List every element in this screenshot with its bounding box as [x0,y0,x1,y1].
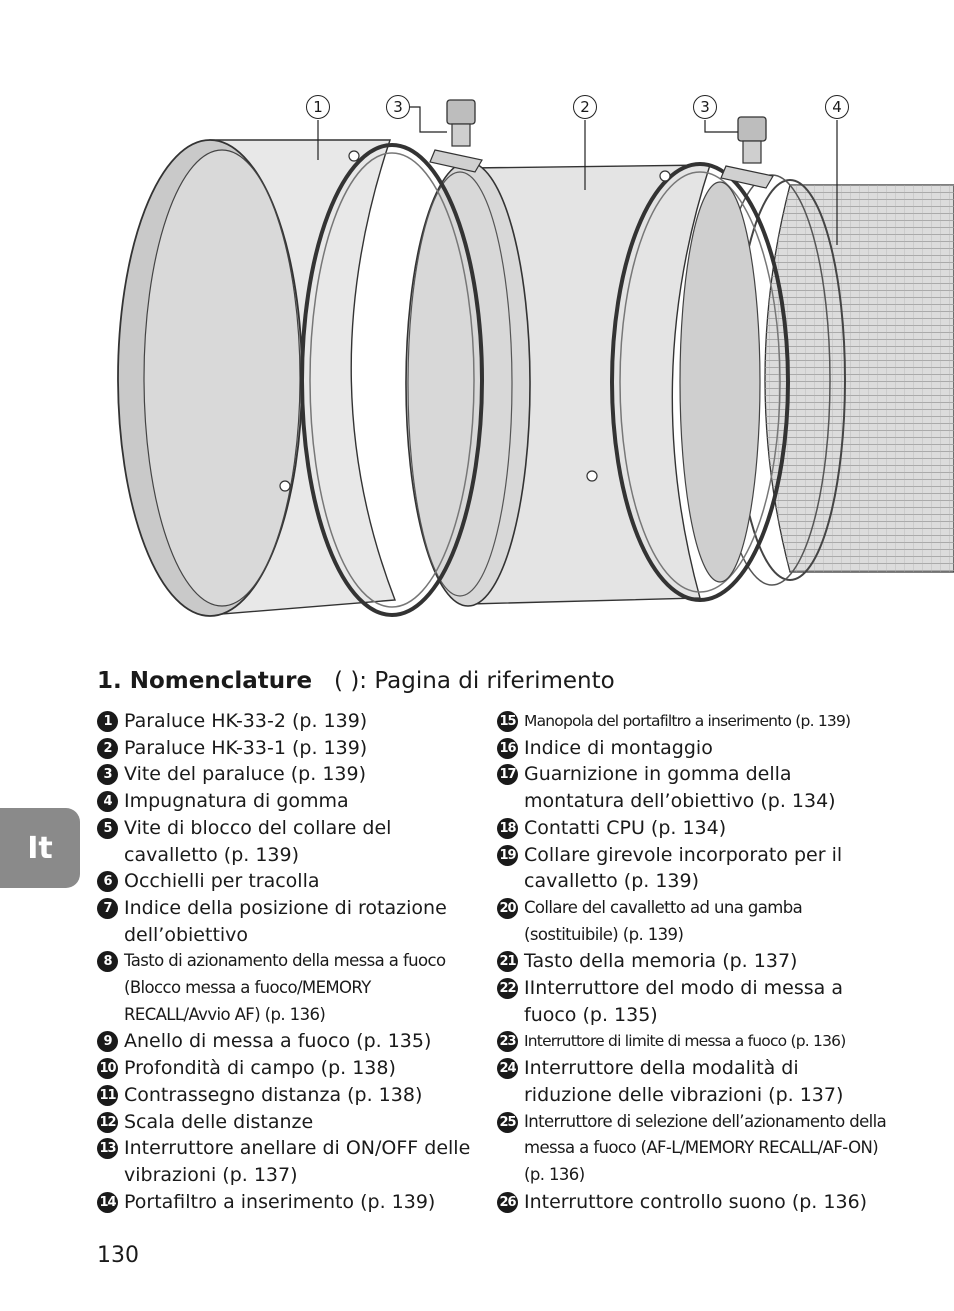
item-number-badge: 2 [97,738,118,759]
section-title [97,668,615,694]
item-number-badge: 8 [97,951,118,972]
item-text: Scala delle distanze [124,1110,314,1133]
item-number-badge: 10 [97,1058,118,1079]
list-item [497,708,887,735]
item-number-badge: 26 [497,1192,518,1213]
item-text: Interruttore controllo suono (p. 136) [524,1190,868,1213]
item-number-badge: 1 [97,711,118,732]
list-item [97,761,477,788]
item-number-badge: 7 [97,898,118,919]
list-item [497,815,887,842]
item-number-badge: 6 [97,871,118,892]
callout-1: 1 [306,95,330,119]
item-text: Anello di messa a fuoco (p. 135) [124,1030,432,1053]
item-number-badge: 22 [497,978,518,999]
list-item [497,842,887,895]
list-item [497,761,887,814]
list-item [97,1028,477,1055]
list-item [97,708,477,735]
item-text: Interruttore di limite di messa a fuoco (p. 136) [524,1032,846,1051]
list-item [97,735,477,762]
callout-3-front: 3 [386,95,410,119]
item-text: Contrassegno distanza (p. 138) [124,1083,423,1106]
item-text: Manopola del portafiltro a inserimento (p. 139) [524,712,851,730]
item-text: Tasto di azionamento della messa a fuoco (Blocco messa a fuoco/MEMORY RECALL/Avvio AF) (p. 136) [124,951,446,1024]
item-text: IInterruttore del modo di messa a fuoco (p. 135) [524,977,843,1026]
list-item [97,1055,477,1082]
section-subtitle: ( ): Pagina di riferimento [334,668,615,694]
item-number-badge: 25 [497,1112,518,1133]
list-item [497,975,887,1028]
item-number-badge: 23 [497,1031,518,1052]
item-number-badge: 21 [497,951,518,972]
item-number-badge: 14 [97,1192,118,1213]
page-number: 130 [97,1243,139,1268]
item-number-badge: 16 [497,738,518,759]
item-text: Collare girevole incorporato per il cavalletto (p. 139) [524,843,843,893]
lens-hood-illustration [0,0,954,640]
list-item [497,948,887,975]
list-item [97,815,477,868]
section-number-title: 1. Nomenclature [97,668,313,694]
list-item [97,788,477,815]
item-text: Paraluce HK-33-1 (p. 139) [124,736,368,759]
item-number-badge: 19 [497,845,518,866]
list-item [497,895,887,948]
item-number-badge: 9 [97,1031,118,1052]
list-item [497,735,887,762]
item-text: Portafiltro a inserimento (p. 139) [124,1190,436,1213]
item-text: Profondità di campo (p. 138) [124,1057,396,1080]
lens-hood-hk-33-1 [406,162,788,606]
item-text: Guarnizione in gomma della montatura dell’obiettivo (p. 134) [524,763,836,813]
item-number-badge: 12 [97,1112,118,1133]
list-item [97,1082,477,1109]
item-text: Interruttore della modalità di riduzione delle vibrazioni (p. 137) [524,1057,844,1106]
list-item [97,868,477,895]
item-number-badge: 17 [497,764,518,785]
nomenclature-list-left [97,708,477,1215]
callout-4: 4 [825,95,849,119]
item-text: Interruttore di selezione dell’azionamento della messa a fuoco (AF-L/MEMORY RECALL/AF-ON) (p. 136) [524,1111,887,1184]
item-number-badge: 20 [497,898,518,919]
language-tab: It [0,808,80,888]
item-number-badge: 13 [97,1138,118,1159]
callout-2: 2 [573,95,597,119]
hood-screw-rear [721,117,773,188]
item-text: Indice della posizione di rotazione dell’obiettivo [124,896,447,946]
nomenclature-list-right [497,708,887,1215]
list-item [497,1055,887,1108]
item-text: Impugnatura di gomma [124,790,349,813]
item-number-badge: 5 [97,818,118,839]
list-item [97,895,477,948]
item-number-badge: 3 [97,764,118,785]
item-text: Collare del cavalletto ad una gamba (sostituibile) (p. 139) [524,897,803,944]
callout-3-rear: 3 [693,95,717,119]
item-number-badge: 11 [97,1085,118,1106]
item-number-badge: 15 [497,711,518,732]
list-item [97,1135,477,1188]
item-text: Occhielli per tracolla [124,870,320,893]
item-text: Interruttore anellare di ON/OFF delle vibrazioni (p. 137) [124,1137,471,1186]
item-text: Vite del paraluce (p. 139) [124,763,366,786]
list-item [97,948,477,1028]
item-number-badge: 18 [497,818,518,839]
item-text: Tasto della memoria (p. 137) [524,950,798,973]
hood-screw-front [430,100,482,172]
item-text: Paraluce HK-33-2 (p. 139) [124,710,368,732]
list-item [97,1189,477,1216]
item-number-badge: 24 [497,1058,518,1079]
item-text: Contatti CPU (p. 134) [524,816,727,839]
item-text: Indice di montaggio [524,736,713,759]
item-text: Vite di blocco del collare del cavalletto (p. 139) [124,816,392,866]
list-item [497,1189,887,1216]
list-item [497,1028,887,1055]
list-item [97,1109,477,1136]
item-number-badge: 4 [97,791,118,812]
list-item [497,1109,887,1189]
